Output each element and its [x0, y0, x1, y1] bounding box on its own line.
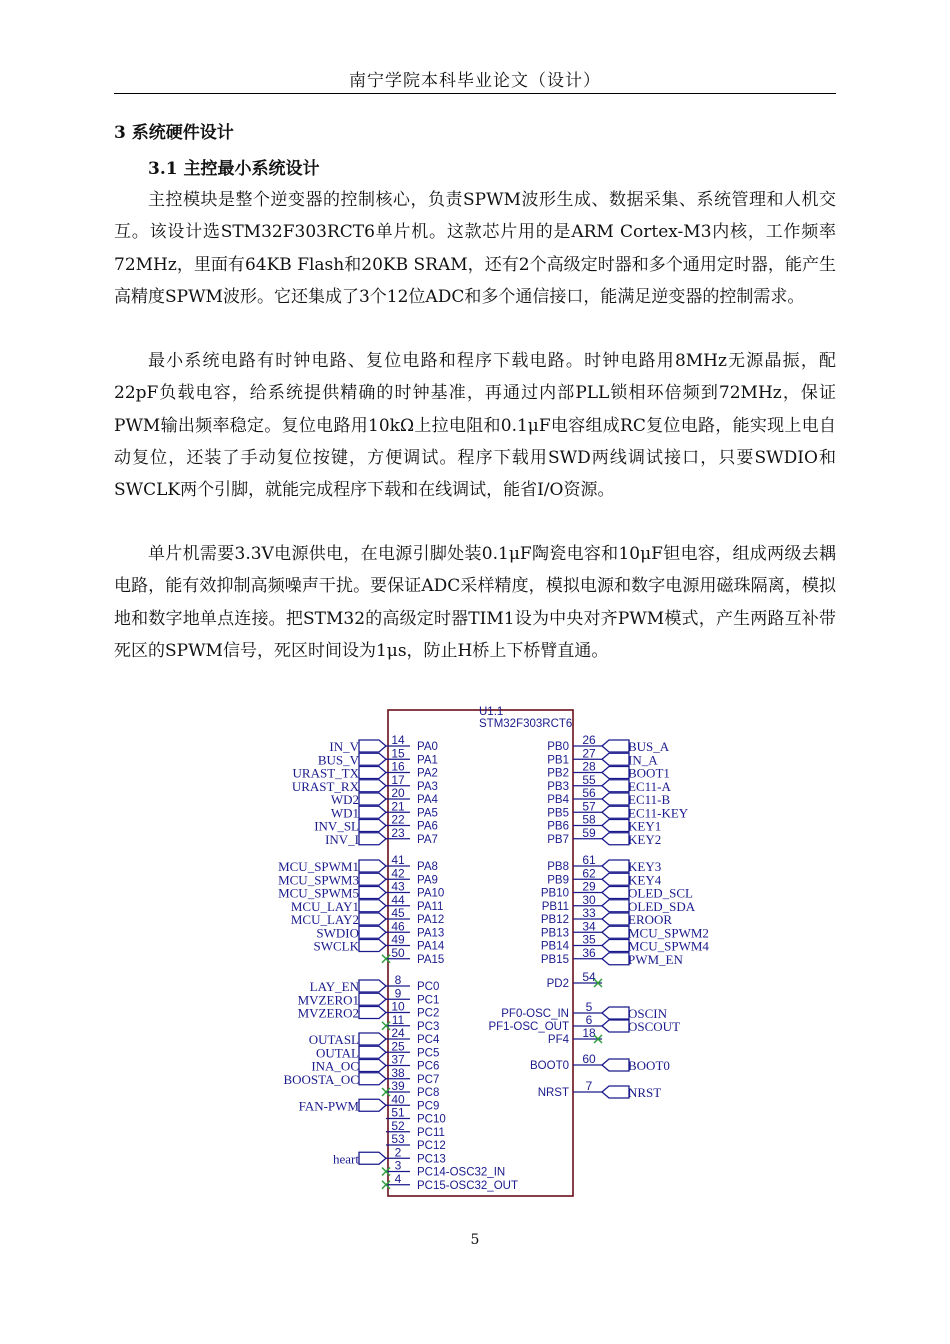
net-port-flag	[602, 767, 629, 779]
pin-number: 52	[391, 1118, 405, 1133]
net-port-flag	[359, 873, 386, 885]
net-label: INA_OC	[311, 1058, 359, 1074]
net-port-flag	[359, 1099, 386, 1111]
net-port-flag	[602, 1007, 629, 1019]
pin-number: 25	[391, 1039, 405, 1054]
pin-number: 45	[391, 906, 405, 920]
net-label: KEY2	[628, 831, 662, 847]
net-port-flag	[359, 860, 386, 872]
pin-name: PC2	[417, 1007, 440, 1020]
pin-name: PD2	[546, 978, 569, 990]
pin-name: PB9	[547, 874, 569, 887]
pin-name: PB3	[547, 780, 569, 793]
net-port-flag	[602, 913, 629, 925]
pin-number: 50	[391, 945, 405, 960]
net-port-flag	[602, 833, 629, 845]
pin-name: PB6	[547, 820, 569, 833]
pin-number: 62	[582, 866, 596, 881]
pin-name: PB15	[540, 953, 569, 966]
pin-number: 22	[391, 812, 405, 827]
net-port-flag	[359, 900, 386, 912]
net-label: EROOR	[628, 912, 673, 927]
net-label: URAST_TX	[292, 765, 359, 781]
net-port-flag	[359, 820, 386, 832]
ic-designator: U1.1	[479, 706, 504, 718]
pin-number: 11	[391, 1012, 405, 1027]
net-label: BUS_A	[628, 739, 670, 754]
pin-name: PA11	[417, 900, 444, 913]
pin-number: 24	[391, 1026, 405, 1040]
pin-number: 61	[582, 853, 596, 867]
pin-number: 60	[582, 1052, 596, 1066]
net-label: PWM_EN	[628, 951, 683, 967]
pin-number: 20	[391, 786, 405, 800]
pin-number: 2	[394, 1145, 402, 1160]
net-label: MCU_LAY2	[290, 912, 359, 927]
net-label: KEY4	[628, 872, 662, 888]
net-label: WD2	[330, 792, 359, 807]
pin-number: 26	[582, 733, 596, 747]
subsection-heading: 3.1 主控最小系统设计	[148, 159, 320, 179]
pin-name: PA7	[417, 833, 438, 846]
pin-number: 38	[391, 1065, 405, 1080]
pin-name: PA15	[417, 953, 445, 966]
net-port-flag	[359, 780, 386, 792]
mcu-schematic	[255, 698, 709, 1208]
pin-number: 49	[391, 932, 405, 947]
pin-name: PC1	[417, 994, 440, 1007]
pin-number: 30	[582, 892, 596, 907]
net-label: OUTASL	[308, 1032, 359, 1047]
net-label: MCU_SPWM5	[278, 885, 359, 901]
net-label: FAN-PWM	[298, 1098, 359, 1114]
pin-number: 34	[582, 919, 596, 934]
mcu-schematic-figure	[255, 698, 709, 1208]
pin-number: 8	[394, 973, 402, 987]
pin-number: 4	[394, 1171, 402, 1186]
page-header: 南宁学院本科毕业论文（设计）	[349, 71, 601, 91]
net-label: OLED_SDA	[628, 898, 696, 914]
pin-name: PC6	[417, 1060, 440, 1073]
pin-number: 46	[391, 919, 405, 934]
pin-name: PB7	[547, 833, 569, 846]
pin-name: PA5	[417, 807, 438, 820]
pin-number: 9	[394, 986, 402, 1001]
section-heading: 3 系统硬件设计	[114, 123, 234, 143]
net-port-flag	[359, 806, 386, 818]
net-port-flag	[602, 1059, 629, 1071]
pin-name: PB0	[547, 741, 569, 753]
net-port-flag	[602, 740, 629, 752]
net-port-flag	[602, 860, 629, 872]
net-label: EC11-KEY	[628, 805, 689, 821]
net-port-flag	[602, 873, 629, 885]
pin-name: PA12	[417, 914, 445, 926]
pin-name: PF4	[547, 1034, 569, 1046]
net-port-flag	[602, 1020, 629, 1032]
pin-number: 6	[585, 1013, 593, 1027]
net-label: MCU_SPWM3	[278, 872, 359, 888]
net-label: SWDIO	[316, 925, 359, 941]
net-port-flag	[359, 913, 386, 925]
pin-number: 56	[582, 786, 596, 800]
pin-number: 59	[582, 825, 596, 840]
header-rule	[114, 93, 836, 94]
net-port-flag	[359, 1073, 386, 1085]
pin-number: 28	[582, 759, 596, 774]
pin-name: PB13	[540, 927, 569, 940]
net-port-flag	[602, 887, 629, 899]
pin-name: PA2	[417, 767, 438, 780]
pin-number: 43	[391, 879, 405, 894]
pin-name: PB2	[547, 767, 569, 780]
pin-number: 10	[391, 999, 405, 1014]
net-label: BOOT1	[628, 765, 670, 781]
net-port-flag	[359, 993, 386, 1005]
net-port-flag	[602, 953, 629, 965]
net-label: IN_A	[628, 752, 658, 768]
pin-number: 27	[582, 746, 596, 761]
paragraph-power-supply: 单片机需要3.3V电源供电，在电源引脚处装0.1μF陶瓷电容和10μF钽电容，组成两级去耦电路，能有效抑制高频噪声干扰。要保证ADC采样精度，模拟电源和数字电源用磁珠隔离，模拟地和数字地单点连接。把STM32的高级定时器TIM1设为中央对齐PWM模式，产生两路互补带死区的SPWM信号，死区时间设为1μs，防止H桥上下桥臂直通。	[114, 544, 836, 661]
pin-name: PB12	[540, 914, 569, 926]
pin-name: PF0-OSC_IN	[501, 1008, 569, 1020]
pin-number: 3	[394, 1158, 402, 1173]
pin-number: 15	[391, 746, 405, 761]
pin-name: PC14-OSC32_IN	[417, 1166, 506, 1179]
net-port-flag	[602, 820, 629, 832]
net-label: KEY1	[628, 818, 662, 834]
pin-name: PA0	[417, 741, 438, 753]
pin-number: 37	[391, 1052, 405, 1067]
net-label: BOOSTA_OC	[283, 1071, 359, 1087]
net-label: heart	[333, 1151, 359, 1167]
pin-number: 57	[582, 799, 596, 814]
net-port-flag	[602, 793, 629, 805]
pin-number: 41	[391, 853, 405, 867]
pin-number: 18	[582, 1026, 596, 1040]
net-port-flag	[359, 980, 386, 992]
pin-name: PC12	[417, 1140, 446, 1152]
pin-number: 58	[582, 812, 596, 827]
net-port-flag	[359, 1046, 386, 1058]
net-label: WD1	[330, 805, 359, 821]
pin-name: PC5	[417, 1047, 440, 1060]
pin-number: 54	[582, 970, 596, 984]
net-label: URAST_RX	[291, 778, 359, 794]
pin-number: 17	[391, 772, 405, 787]
net-port-flag	[359, 753, 386, 765]
pin-name: PC10	[417, 1113, 446, 1126]
pin-number: 51	[391, 1105, 405, 1120]
pin-name: NRST	[537, 1087, 569, 1099]
pin-name: PB8	[547, 861, 569, 873]
pin-name: PB10	[540, 887, 569, 900]
pin-number: 7	[585, 1079, 593, 1093]
pin-number: 14	[391, 733, 405, 747]
net-port-flag	[359, 740, 386, 752]
pin-name: PA14	[417, 940, 445, 953]
pin-number: 40	[391, 1092, 405, 1107]
net-label: INV_SL	[314, 818, 359, 834]
pin-name: PB11	[541, 900, 569, 913]
pin-number: 53	[391, 1132, 405, 1146]
net-label: BUS_V	[317, 752, 359, 768]
pin-name: PF1-OSC_OUT	[488, 1021, 569, 1033]
net-label: MCU_SPWM4	[628, 938, 709, 954]
pin-name: PC9	[417, 1100, 440, 1113]
pin-name: PC7	[417, 1073, 440, 1086]
net-label: EC11-A	[628, 778, 671, 794]
net-port-flag	[602, 806, 629, 818]
pin-name: PB14	[540, 940, 569, 953]
net-port-flag	[359, 887, 386, 899]
net-label: MCU_SPWM2	[628, 925, 709, 941]
pin-number: 5	[585, 1000, 593, 1014]
net-port-flag	[359, 833, 386, 845]
net-port-flag	[602, 900, 629, 912]
pin-name: PA4	[417, 794, 438, 806]
paragraph-mcu-intro: 主控模块是整个逆变器的控制核心，负责SPWM波形生成、数据采集、系统管理和人机交互。该设计选STM32F303RCT6单片机。这款芯片用的是ARM Cortex-M3内核，工作频率72MHz，里面有64KB Flash和20KB SRAM，还有2个高级定时器和多个通用定时器，能产生高精度SPWM波形。它还集成了3个12位ADC和多个通信接口，能满足逆变器的控制需求。	[114, 190, 836, 307]
pin-number: 23	[391, 825, 405, 840]
pin-number: 39	[391, 1079, 405, 1093]
net-label: IN_V	[329, 739, 359, 754]
net-label: KEY3	[628, 859, 662, 874]
pin-name: PC15-OSC32_OUT	[417, 1179, 518, 1192]
net-label: OLED_SCL	[628, 885, 693, 901]
pin-number: 35	[582, 932, 596, 947]
net-label: NRST	[628, 1085, 662, 1100]
pin-name: PC0	[417, 981, 440, 993]
pin-name: PA13	[417, 927, 445, 940]
pin-number: 44	[391, 892, 405, 907]
pin-name: PC13	[417, 1153, 446, 1166]
net-label: OSCIN	[628, 1006, 668, 1021]
net-port-flag	[359, 1007, 386, 1019]
pin-name: PA10	[417, 887, 445, 900]
pin-name: PC4	[417, 1034, 440, 1046]
pin-number: 36	[582, 945, 596, 960]
net-port-flag	[359, 1033, 386, 1045]
pin-name: PB1	[547, 754, 569, 767]
pin-name: PC11	[417, 1126, 445, 1139]
net-label: BOOT0	[628, 1058, 670, 1073]
pin-name: PC8	[417, 1087, 440, 1099]
pin-number: 21	[391, 799, 405, 814]
pin-number: 33	[582, 906, 596, 920]
pin-name: PA1	[417, 754, 438, 767]
pin-name: PB5	[547, 807, 569, 820]
net-port-flag	[602, 1086, 629, 1098]
net-label: SWCLK	[313, 938, 359, 954]
pin-number: 29	[582, 879, 596, 894]
pin-name: PA9	[417, 874, 438, 887]
net-label: MCU_LAY1	[290, 898, 359, 914]
pin-name: BOOT0	[530, 1060, 569, 1072]
pin-name: PA6	[417, 820, 438, 833]
net-port-flag	[359, 1060, 386, 1072]
net-port-flag	[359, 940, 386, 952]
net-label: MVZERO2	[297, 1005, 359, 1021]
net-port-flag	[359, 767, 386, 779]
net-label: MVZERO1	[297, 992, 359, 1008]
net-label: EC11-B	[628, 792, 671, 807]
net-port-flag	[602, 940, 629, 952]
pin-name: PA8	[417, 861, 438, 873]
pin-number: 55	[582, 772, 596, 787]
net-label: OSCOUT	[628, 1019, 681, 1034]
net-port-flag	[359, 926, 386, 938]
paragraph-minimum-system: 最小系统电路有时钟电路、复位电路和程序下载电路。时钟电路用8MHz无源晶振，配22pF负载电容，给系统提供精确的时钟基准，再通过内部PLL锁相环倍频到72MHz，保证PWM输出频率稳定。复位电路用10kΩ上拉电阻和0.1μF电容组成RC复位电路，能实现上电自动复位，还装了手动复位按键，方便调试。程序下载用SWD两线调试接口，只要SWDIO和SWCLK两个引脚，就能完成程序下载和在线调试，能省I/O资源。	[114, 351, 836, 501]
pin-number: 16	[391, 759, 405, 774]
net-port-flag	[602, 926, 629, 938]
pin-name: PC3	[417, 1020, 440, 1033]
net-label: INV_I	[325, 831, 359, 847]
pin-number: 42	[391, 866, 405, 881]
net-label: OUTAL	[315, 1045, 359, 1061]
net-label: LAY_EN	[309, 979, 359, 994]
pin-name: PA3	[417, 780, 438, 793]
net-port-flag	[602, 753, 629, 765]
pin-name: PB4	[547, 794, 569, 806]
net-port-flag	[359, 1152, 386, 1164]
net-port-flag	[359, 793, 386, 805]
page-number: 5	[470, 1232, 480, 1248]
net-port-flag	[602, 780, 629, 792]
ic-part-number: STM32F303RCT6	[479, 718, 573, 730]
net-label: MCU_SPWM1	[278, 859, 359, 874]
